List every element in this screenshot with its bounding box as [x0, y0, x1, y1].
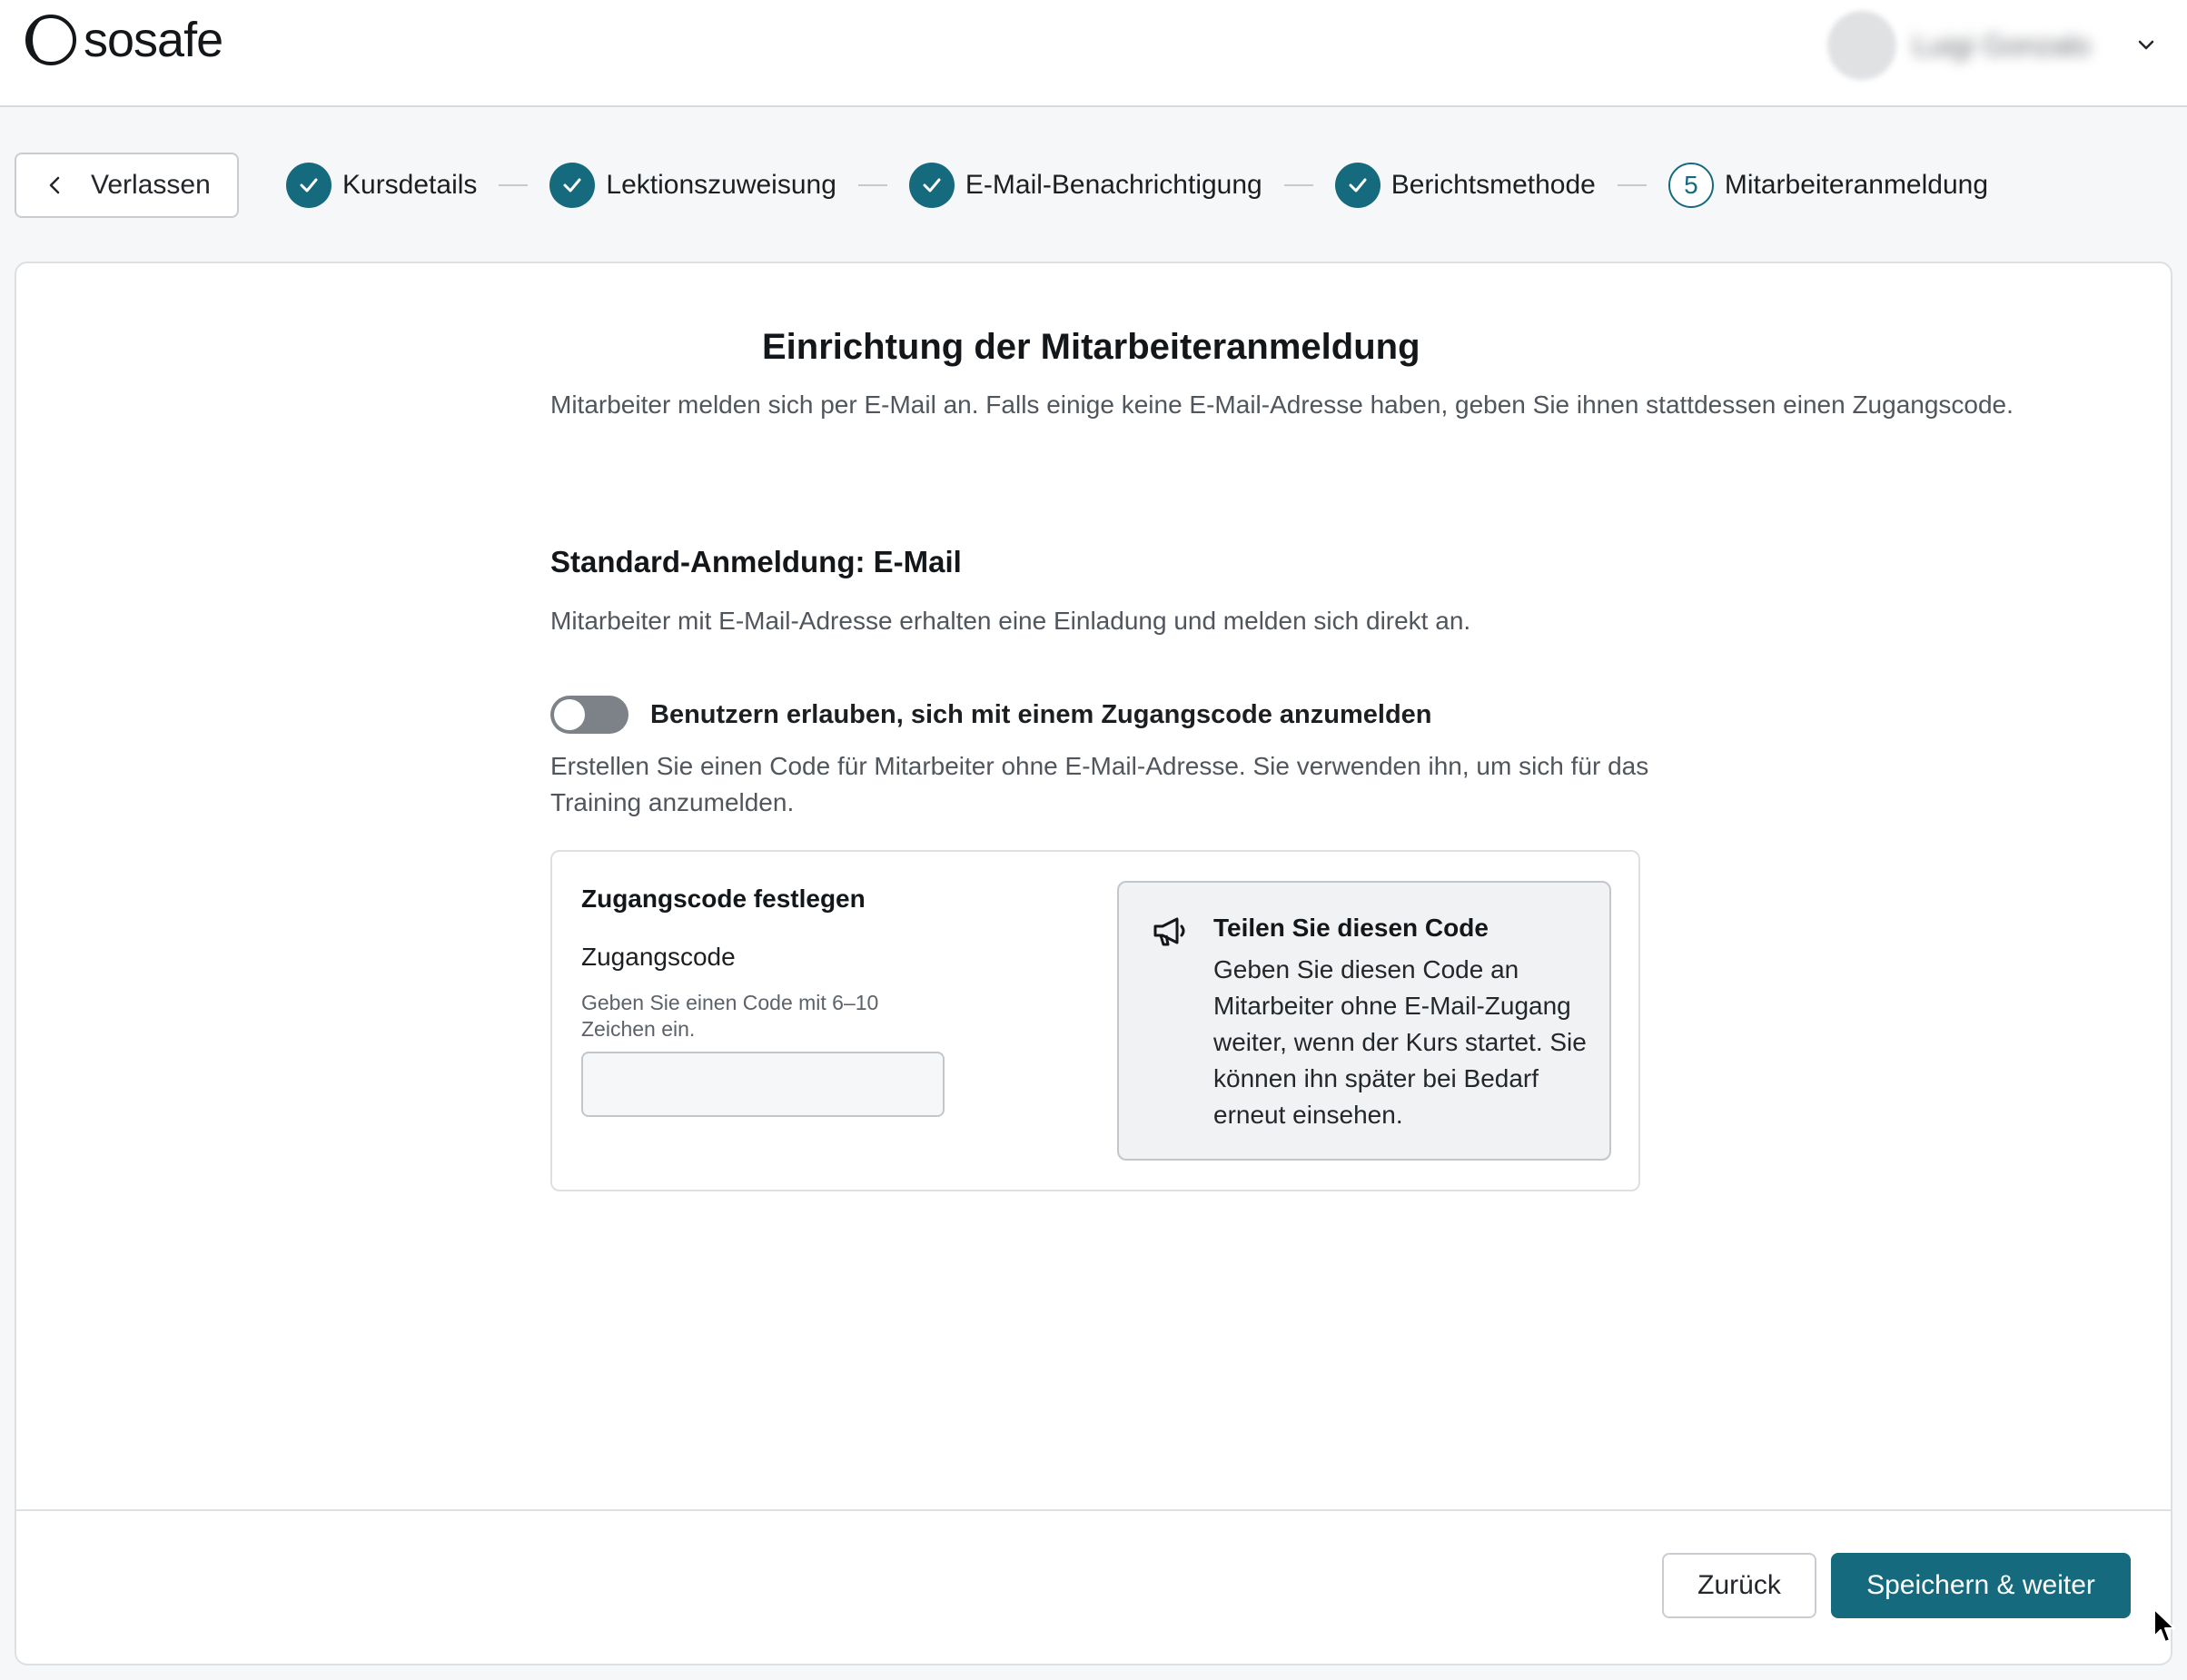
step-lektionszuweisung[interactable] [549, 163, 836, 208]
step-label: Berichtsmethode [1390, 170, 1596, 200]
code-panel-title: Zugangscode festlegen [581, 884, 866, 913]
check-icon [549, 163, 595, 208]
check-icon [909, 163, 955, 208]
step-mitarbeiteranmeldung[interactable] [1668, 163, 1988, 208]
step-label: E-Mail-Benachrichtigung [965, 170, 1262, 200]
main-card [15, 262, 2172, 1665]
leave-button[interactable] [15, 153, 239, 218]
access-code-toggle-row [550, 696, 1432, 734]
section-description: Mitarbeiter mit E-Mail-Adresse erhalten eine Einladung und melden sich direkt an. [550, 607, 1471, 635]
share-code-info [1117, 881, 1611, 1161]
user-name: Luigi Gonzalo [1913, 28, 2091, 62]
step-kursdetails[interactable] [286, 163, 477, 208]
share-text: Geben Sie diesen Code an Mitarbeiter ohne E-Mail-Zugang weiter, wenn der Kurs startet. Sie können ihn später bei Bedarf erneut einsehen. [1213, 955, 1587, 1129]
step-label: Mitarbeiteranmeldung [1724, 170, 1989, 200]
top-bar [0, 0, 2187, 107]
back-button[interactable]: Zurück [1662, 1553, 1816, 1618]
page-subtitle: Mitarbeiter melden sich per E-Mail an. Falls einige keine E-Mail-Adresse haben, geben Sie ihnen stattdessen einen Zugangscode. [550, 390, 2014, 419]
check-icon [286, 163, 332, 208]
share-title: Teilen Sie diesen Code [1213, 914, 1489, 942]
toggle-knob [554, 699, 585, 730]
step-separator [1618, 184, 1647, 186]
mouse-cursor-icon [2152, 1607, 2178, 1645]
avatar [1827, 11, 1896, 80]
sosafe-logo[interactable] [24, 13, 223, 67]
toggle-label: Benutzern erlauben, sich mit einem Zugangscode anzumelden [650, 699, 1432, 729]
access-code-panel [550, 850, 1640, 1191]
section-title: Standard-Anmeldung: E-Mail [550, 545, 962, 578]
step-separator [858, 184, 887, 186]
step-label: Lektionszuweisung [606, 170, 836, 200]
step-number: 5 [1668, 163, 1714, 208]
user-menu[interactable] [1827, 11, 2160, 80]
access-code-label: Zugangscode [581, 943, 736, 971]
access-code-input[interactable] [581, 1052, 945, 1117]
logo-text: sosafe [84, 13, 223, 67]
megaphone-icon [1150, 912, 1190, 952]
access-code-toggle[interactable] [550, 696, 628, 734]
leave-label: Verlassen [91, 170, 211, 200]
chevron-down-icon [2133, 32, 2160, 59]
step-list [286, 163, 1988, 208]
step-separator [499, 184, 528, 186]
access-code-hint: Geben Sie einen Code mit 6–10 Zeichen ein. [581, 991, 879, 1041]
step-email-benachrichtigung[interactable] [909, 163, 1262, 208]
footer-divider [16, 1509, 2171, 1511]
stepper [15, 153, 2176, 218]
page-title: Einrichtung der Mitarbeiteranmeldung [762, 327, 1420, 367]
step-label: Kursdetails [342, 170, 478, 200]
chevron-left-icon [42, 172, 69, 199]
save-and-continue-button[interactable]: Speichern & weiter [1831, 1553, 2131, 1618]
check-icon [1335, 163, 1380, 208]
toggle-description: Erstellen Sie einen Code für Mitarbeiter ohne E-Mail-Adresse. Sie verwenden ihn, um sich für das Training anzumelden. [550, 752, 1649, 816]
step-berichtsmethode[interactable] [1335, 163, 1596, 208]
logo-mark-icon [24, 13, 78, 67]
step-separator [1284, 184, 1313, 186]
